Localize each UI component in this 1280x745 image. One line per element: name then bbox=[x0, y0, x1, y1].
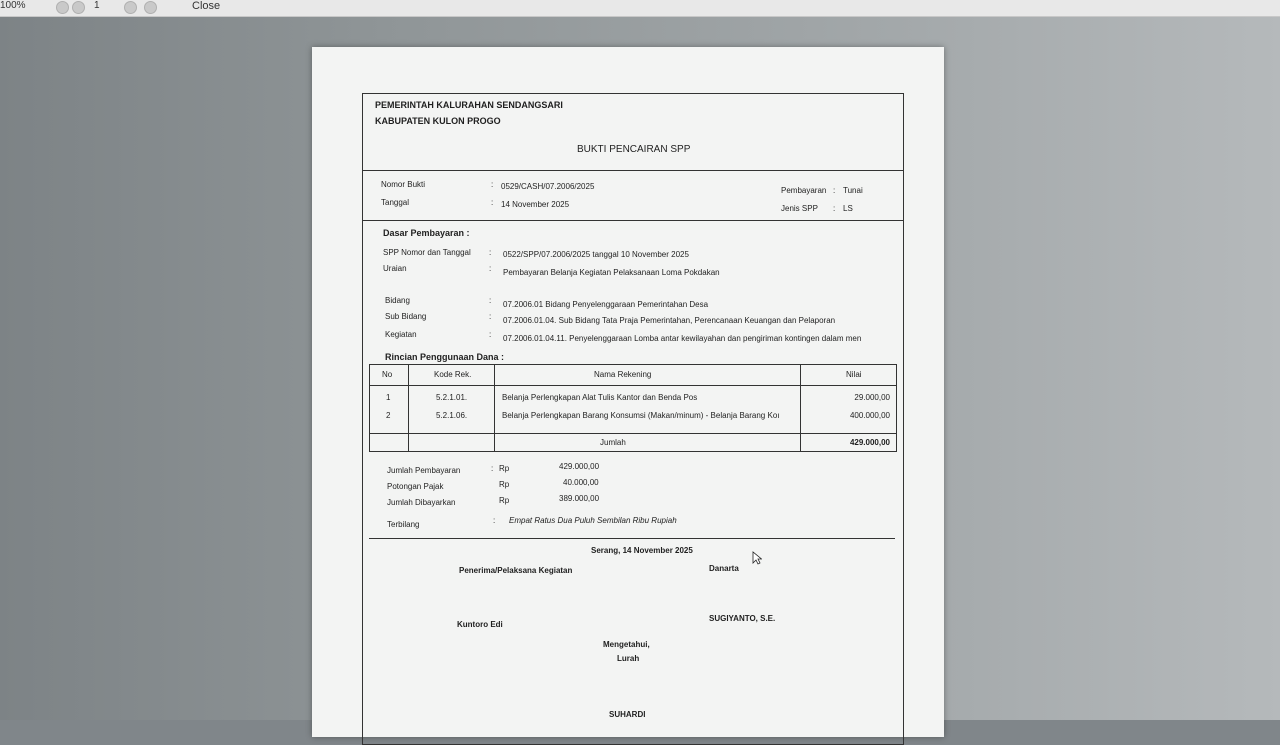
spp-label: SPP Nomor dan Tanggal bbox=[383, 248, 471, 257]
rincian-table bbox=[369, 364, 897, 452]
last-page-icon[interactable] bbox=[144, 1, 157, 14]
potongan-value: 40.000,00 bbox=[563, 478, 599, 487]
receipt-frame: PEMERINTAH KALURAHAN SENDANGSARI KABUPATEN KULON PROGO BUKTI PENCAIRAN SPP Nomor Bukti : 0529/CASH/07.2006/2025 Tanggal : 14 November 2025 Pembayaran : Tunai Jenis SPP : LS Dasar Pembayaran : SPP Nomor dan Tanggal : 0522/SPP/07.2006/2025 tanggal 10 November 2025 Uraian : Pembayaran Belanja Kegiatan Pelaksanaan Loma Pokdakan Bidang : 07.2006.01 Bidang Penyelenggaraan Pemerintahan Desa Sub Bidang : 07.2006.01.04. Sub Bidang Tata Praja Pemerintahan, Perencanaan Keuangan dan Pelaporan Kegiatan : 07.2006.01.04.11. Penyelenggaraan Lomba antar kewilayahan dan pengiriman kontingen dalam men Rincian Penggunaan Dana : No Kode Rek. Nama Rekening Nilai 1 5.2.1.01. Belanja Perlengkapan Alat Tulis Kantor dan Benda Pos 29.000,00 2 5.2.1.06. Belanja Perlengkapan Barang Konsumsi (Makan/minum) - Belanja Barang Koı 400.000,00 Jumlah 429.000,00 Jumlah Pembayaran : Rp 429.000,00 Potongan Pajak Rp 40.000,00 Jumlah Dibayarkan Rp 389.000,00 Terbilang : Empat Ratus Dua Puluh Sembilan Ribu Rupiah Serang, 14 November 2025 Penerima/Pelaksana Kegiatan Danarta Kuntoro Edi SUGIYANTO, S.E. Mengetahui, Lurah SUHARDI bbox=[362, 93, 904, 745]
uraian-label: Uraian bbox=[383, 264, 407, 273]
row-2-nama: Belanja Perlengkapan Barang Konsumsi (Makan/minum) - Belanja Barang Koı bbox=[502, 411, 780, 420]
row-1-no: 1 bbox=[386, 393, 391, 402]
jumlah-pembayaran-value: 429.000,00 bbox=[559, 462, 600, 471]
currency: Rp bbox=[499, 464, 510, 473]
danarta-label: Danarta bbox=[709, 564, 739, 573]
kegiatan-value: 07.2006.01.04.11. Penyelenggaraan Lomba antar kewilayahan dan pengiriman kontingen dalam men bbox=[503, 334, 862, 343]
dasar-title: Dasar Pembayaran : bbox=[383, 228, 470, 238]
dibayarkan-value: 389.000,00 bbox=[559, 494, 600, 503]
row-2-nilai: 400.000,00 bbox=[849, 411, 890, 420]
next-page-icon[interactable] bbox=[124, 1, 137, 14]
divider bbox=[363, 220, 903, 221]
zoom-level[interactable]: 100% bbox=[0, 0, 26, 11]
row-2-kode: 5.2.1.06. bbox=[436, 411, 468, 420]
nomor-label: Nomor Bukti bbox=[381, 180, 426, 189]
document-title: BUKTI PENCAIRAN SPP bbox=[577, 144, 691, 155]
total-value: 429.000,00 bbox=[849, 438, 890, 447]
viewer-toolbar bbox=[0, 0, 1280, 17]
currency: Rp bbox=[499, 480, 510, 489]
jumlah-pembayaran-label: Jumlah Pembayaran bbox=[387, 466, 461, 475]
page-number[interactable]: 1 bbox=[94, 0, 100, 11]
mouse-cursor-icon bbox=[752, 551, 762, 565]
divider bbox=[363, 170, 903, 171]
terbilang-value: Empat Ratus Dua Puluh Sembilan Ribu Rupiah bbox=[509, 516, 677, 525]
jenis-spp-label: Jenis SPP bbox=[781, 204, 818, 213]
col-no: No bbox=[382, 370, 393, 379]
tanggal-label: Tanggal bbox=[381, 198, 410, 207]
col-nama: Nama Rekening bbox=[594, 370, 652, 379]
bidang-label: Bidang bbox=[385, 296, 410, 305]
total-label: Jumlah bbox=[600, 438, 626, 447]
tanggal-value: 14 November 2025 bbox=[501, 200, 570, 209]
row-1-kode: 5.2.1.01. bbox=[436, 393, 468, 402]
document-page bbox=[312, 47, 944, 737]
danarta-name: SUGIYANTO, S.E. bbox=[709, 614, 776, 623]
divider bbox=[369, 538, 895, 539]
pembayaran-value: Tunai bbox=[843, 186, 863, 195]
lurah-name: SUHARDI bbox=[609, 710, 646, 719]
col-nilai: Nilai bbox=[846, 370, 862, 379]
place-date: Serang, 14 November 2025 bbox=[591, 546, 693, 555]
row-1-nama: Belanja Perlengkapan Alat Tulis Kantor dan Benda Pos bbox=[502, 393, 698, 402]
currency: Rp bbox=[499, 496, 510, 505]
row-1-nilai: 29.000,00 bbox=[854, 393, 890, 402]
rincian-title: Rincian Penggunaan Dana : bbox=[385, 352, 505, 362]
regency-name: KABUPATEN KULON PROGO bbox=[375, 116, 501, 126]
kegiatan-label: Kegiatan bbox=[385, 330, 417, 339]
spp-value: 0522/SPP/07.2006/2025 tanggal 10 November 2025 bbox=[503, 250, 689, 259]
penerima-label: Penerima/Pelaksana Kegiatan bbox=[459, 566, 573, 575]
close-button[interactable]: Close bbox=[192, 0, 221, 12]
org-name: PEMERINTAH KALURAHAN SENDANGSARI bbox=[375, 100, 563, 110]
lurah-label: Lurah bbox=[617, 654, 640, 663]
penerima-name: Kuntoro Edi bbox=[457, 620, 503, 629]
terbilang-label: Terbilang bbox=[387, 520, 420, 529]
uraian-value: Pembayaran Belanja Kegiatan Pelaksanaan Loma Pokdakan bbox=[503, 268, 720, 277]
prev-page-icon[interactable] bbox=[72, 1, 85, 14]
row-2-no: 2 bbox=[386, 411, 391, 420]
nomor-value: 0529/CASH/07.2006/2025 bbox=[501, 182, 595, 191]
potongan-label: Potongan Pajak bbox=[387, 482, 444, 491]
dibayarkan-label: Jumlah Dibayarkan bbox=[387, 498, 456, 507]
pembayaran-label: Pembayaran bbox=[781, 186, 827, 195]
first-page-icon[interactable] bbox=[56, 1, 69, 14]
document-viewer[interactable] bbox=[0, 17, 1280, 720]
jenis-spp-value: LS bbox=[843, 204, 853, 213]
bidang-value: 07.2006.01 Bidang Penyelenggaraan Pemerintahan Desa bbox=[503, 300, 709, 309]
subbidang-value: 07.2006.01.04. Sub Bidang Tata Praja Pemerintahan, Perencanaan Keuangan dan Pelaporan bbox=[503, 316, 836, 325]
col-kode: Kode Rek. bbox=[434, 370, 472, 379]
mengetahui-label: Mengetahui, bbox=[603, 640, 650, 649]
subbidang-label: Sub Bidang bbox=[385, 312, 427, 321]
